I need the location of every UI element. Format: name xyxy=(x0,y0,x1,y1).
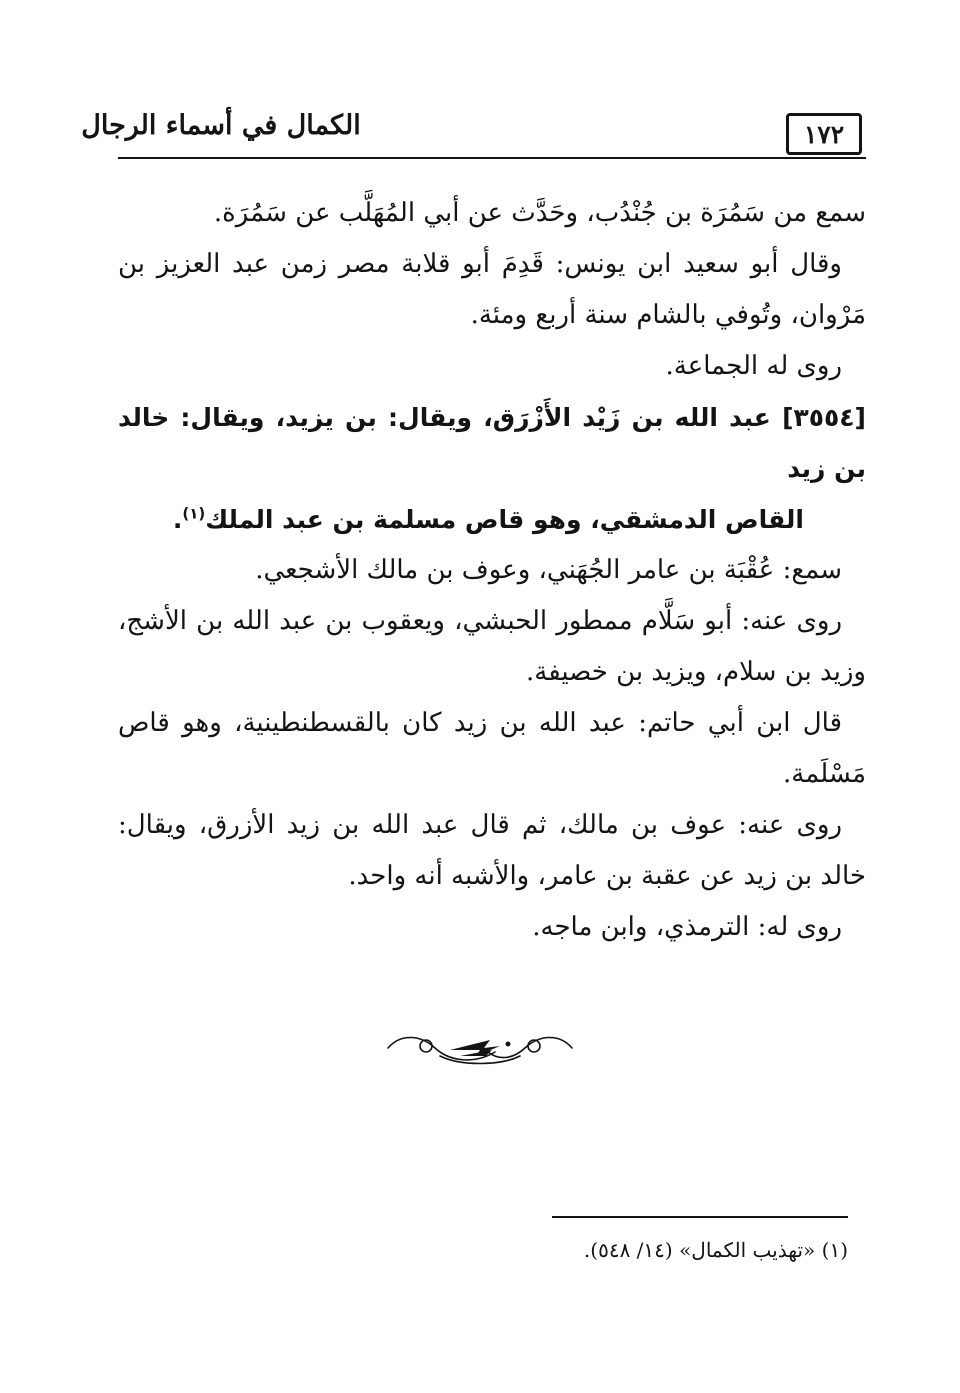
footnote-marker[interactable]: (١) xyxy=(182,504,206,523)
entry-number: [٣٥٥٤] xyxy=(782,403,866,432)
section-end-ornament xyxy=(380,1026,580,1070)
paragraph-2: وقال أبو سعيد ابن يونس: قَدِمَ أبو قلابة مصر زمن عبد العزيز بن مَرْوان، وتُوفي بالشام سنة أربع ومئة. xyxy=(118,249,866,330)
footnote-1: (١) «تهذيب الكمال» (١٤/ ٥٤٨). xyxy=(583,1238,848,1262)
page-number xyxy=(786,113,862,155)
entry-title-line2: القاص الدمشقي، وهو قاص مسلمة بن عبد الملك xyxy=(205,505,804,534)
paragraph-4: سمع: عُقْبَة بن عامر الجُهَني، وعوف بن مالك الأشجعي. xyxy=(255,555,842,585)
paragraph-7: روى عنه: عوف بن مالك، ثم قال عبد الله بن زيد الأزرق، ويقال: خالد بن زيد عن عقبة بن عامر، والأشبه أنه واحد. xyxy=(118,810,866,891)
footnote-divider xyxy=(552,1216,848,1218)
paragraph-8: روى له: الترمذي، وابن ماجه. xyxy=(532,912,842,942)
header-divider xyxy=(118,157,866,159)
paragraph-6: قال ابن أبي حاتم: عبد الله بن زيد كان بالقسطنطينية، وهو قاص مَسْلَمة. xyxy=(118,708,866,789)
entry-title-line2-wrap xyxy=(118,494,866,545)
paragraph-5: روى عنه: أبو سَلَّام ممطور الحبشي، ويعقوب بن عبد الله بن الأشج، وزيد بن سلام، ويزيد بن خصيفة. xyxy=(118,606,866,687)
running-title-text: الكمال في أسماء الرجال xyxy=(81,109,361,141)
entry-title-end: . xyxy=(172,505,183,534)
footnotes xyxy=(420,1232,848,1268)
running-title-calligraphy xyxy=(81,100,361,150)
entry-heading xyxy=(118,392,866,545)
paragraph-3: روى له الجماعة. xyxy=(665,351,842,381)
entry-title-line1: عبد الله بن زَيْد الأَزْرَق، ويقال: بن يزيد، ويقال: خالد بن زيد xyxy=(118,403,866,483)
main-text xyxy=(118,188,866,953)
page-number-text: ١٧٢ xyxy=(803,119,845,149)
paragraph-1: سمع من سَمُرَة بن جُنْدُب، وحَدَّث عن أبي المُهَلَّب عن سَمُرَة. xyxy=(213,198,866,228)
